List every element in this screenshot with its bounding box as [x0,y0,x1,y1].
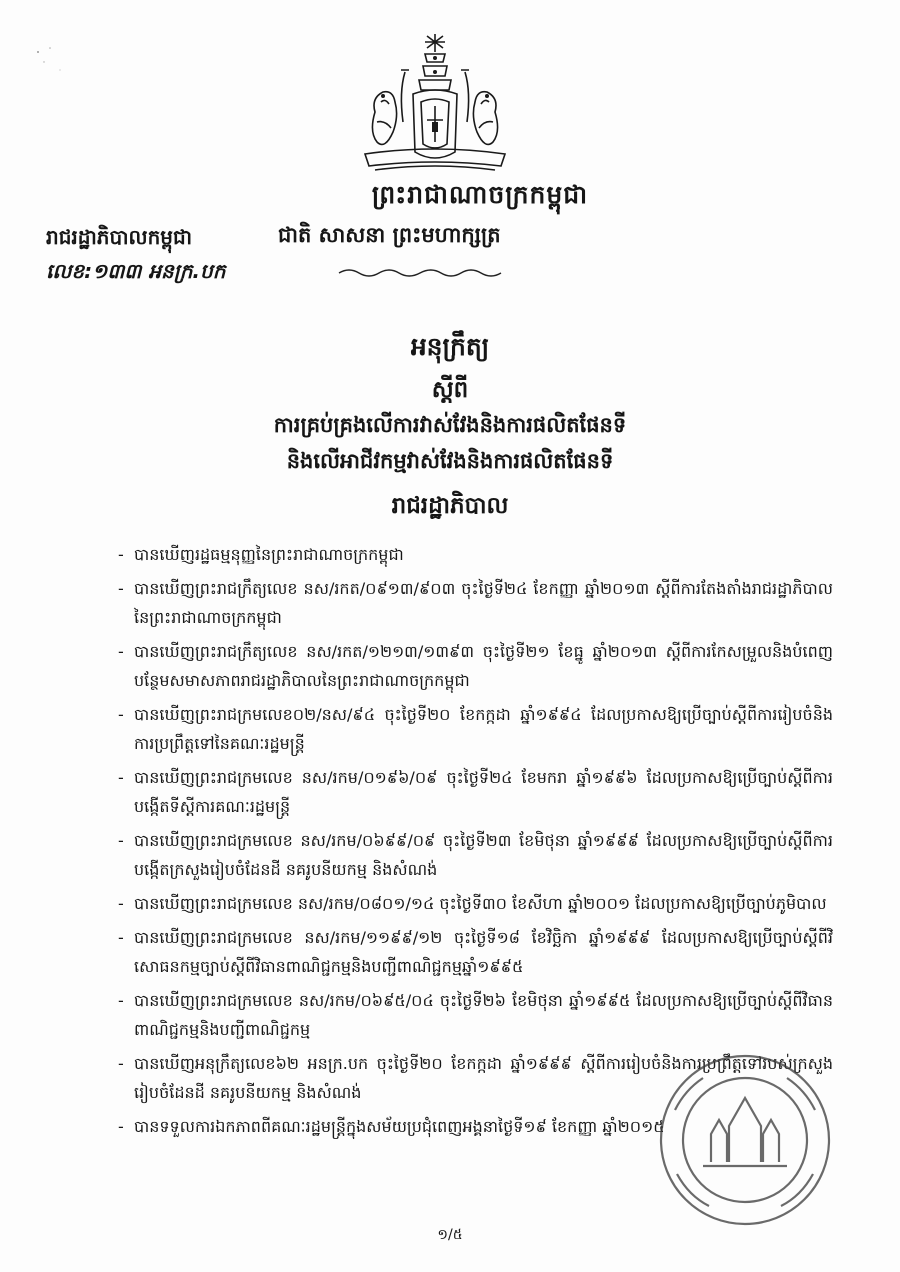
list-item: - បានឃើញព្រះរាជក្រឹត្យលេខ នស/រកត/១២១៣/១៣៩៣ ចុះថ្ងៃទី២១ ខែធ្នូ ឆ្នាំ២០១៣ ស្តីពីការកែសម្រួលនិងបំពេញបន្ថែមសមាសភាពរាជរដ្ឋាភិបាលនៃព្រះរាជាណាចក្រកម្ពុជា [118,637,833,695]
list-item: - បានឃើញព្រះរាជក្រមលេខ នស/រកម/០៨០១/១៤ ចុះថ្ងៃទី៣០ ខែសីហា ឆ្នាំ២០០១ ដែលប្រកាសឱ្យប្រើច្បាប់ភូមិបាល [118,889,833,918]
document-type-title: អនុក្រឹត្យ [410,332,490,361]
issuer-heading: រាជរដ្ឋាភិបាល [391,493,509,519]
list-item: - បានឃើញព្រះរាជក្រមលេខ នស/រកម/០៦៩៩/០៩ ចុះថ្ងៃទី២៣ ខែមិថុនា ឆ្នាំ១៩៩៩ ដែលប្រកាសឱ្យប្រើច្បាប់ស្តីពីការបង្កើតក្រសួងរៀបចំដែនដី នគរូបនីយកម្ម និងសំណង់ [118,826,833,884]
government-name: រាជរដ្ឋាភិបាលកម្ពុជា [46,225,192,249]
subject-line-2: និងលើអាជីវកម្មវាស់វែងនិងការផលិតផែនទី [286,449,614,473]
kingdom-heading: ព្រះរាជាណាចក្រកម្ពុជា [371,180,589,209]
about-label: ស្តីពី [431,377,469,403]
page-number: ១/៥ [437,1227,463,1243]
list-item: - បានឃើញរដ្ឋធម្មនុញ្ញនៃព្រះរាជាណាចក្រកម្ពុជា [118,540,833,569]
list-item: - បានឃើញព្រះរាជក្រឹត្យលេខ នស/រកត/០៩១៣/៩០៣ ចុះថ្ងៃទី២៤ ខែកញ្ញា ឆ្នាំ២០១៣ ស្តីពីការតែងតាំងរាជរដ្ឋាភិបាលនៃព្រះរាជាណាចក្រកម្ពុជា [118,574,833,632]
royal-coat-of-arms-emblem [355,32,515,182]
list-item: - បានឃើញព្រះរាជក្រមលេខ នស/រកម/១១៩៩/១២ ចុះថ្ងៃទី១៨ ខែវិច្ឆិកា ឆ្នាំ១៩៩៩ ដែលប្រកាសឱ្យប្រើច្បាប់ស្តីពីវិសោធនកម្មច្បាប់ស្តីពីវិធានពាណិជ្ជកម្មនិងបញ្ជីពាណិជ្ជកម្មឆ្នាំ១៩៩៥ [118,923,833,981]
list-item: - បានឃើញព្រះរាជក្រមលេខ នស/រកម/០៦៩៥/០៤ ចុះថ្ងៃទី២៦ ខែមិថុនា ឆ្នាំ១៩៩៥ ដែលប្រកាសឱ្យប្រើច្បាប់ស្តីពីវិធានពាណិជ្ជកម្មនិងបញ្ជីពាណិជ្ជកម្ម [118,986,833,1044]
ornamental-divider [335,266,505,280]
reference-number: លេខ:១៣៣ អនក្រ.បក [46,259,226,283]
list-item: - បានឃើញព្រះរាជក្រមលេខ នស/រកម/០១៩៦/០៩ ចុះថ្ងៃទី២៤ ខែមករា ឆ្នាំ១៩៩៦ ដែលប្រកាសឱ្យប្រើច្បាប់ស្តីពីការបង្កើតទីស្តីការគណៈរដ្ឋមន្ត្រី [118,763,833,821]
official-seal-stamp [655,1050,835,1230]
subject-line-1: ការគ្រប់គ្រងលើការវាស់វែងនិងការផលិតផែនទី [273,413,627,437]
list-item: - បានឃើញព្រះរាជក្រមលេខ០២/នស/៩៤ ចុះថ្ងៃទី២០ ខែកក្កដា ឆ្នាំ១៩៩៤ ដែលប្រកាសឱ្យប្រើច្បាប់ស្តីពីការរៀបចំនិងការប្រព្រឹត្តទៅនៃគណៈរដ្ឋមន្ត្រី [118,700,833,758]
list-item: - បានទទួលការឯកភាពពីគណៈរដ្ឋមន្ត្រីក្នុងសម័យប្រជុំពេញអង្គនាថ្ងៃទី១៩ ខែកញ្ញា ឆ្នាំ២០១៥ [118,1112,833,1141]
scan-specks [30,40,90,90]
national-motto: ជាតិ សាសនា ព្រះមហាក្សត្រ [278,223,501,247]
list-item: - បានឃើញអនុក្រឹត្យលេខ៦២ អនក្រ.បក ចុះថ្ងៃទី២០ ខែកក្កដា ឆ្នាំ១៩៩៩ ស្តីពីការរៀបចំនិងការប្រព្រឹត្តទៅរបស់ក្រសួងរៀបចំដែនដី នគរូបនីយកម្ម និងសំណង់ [118,1049,833,1107]
